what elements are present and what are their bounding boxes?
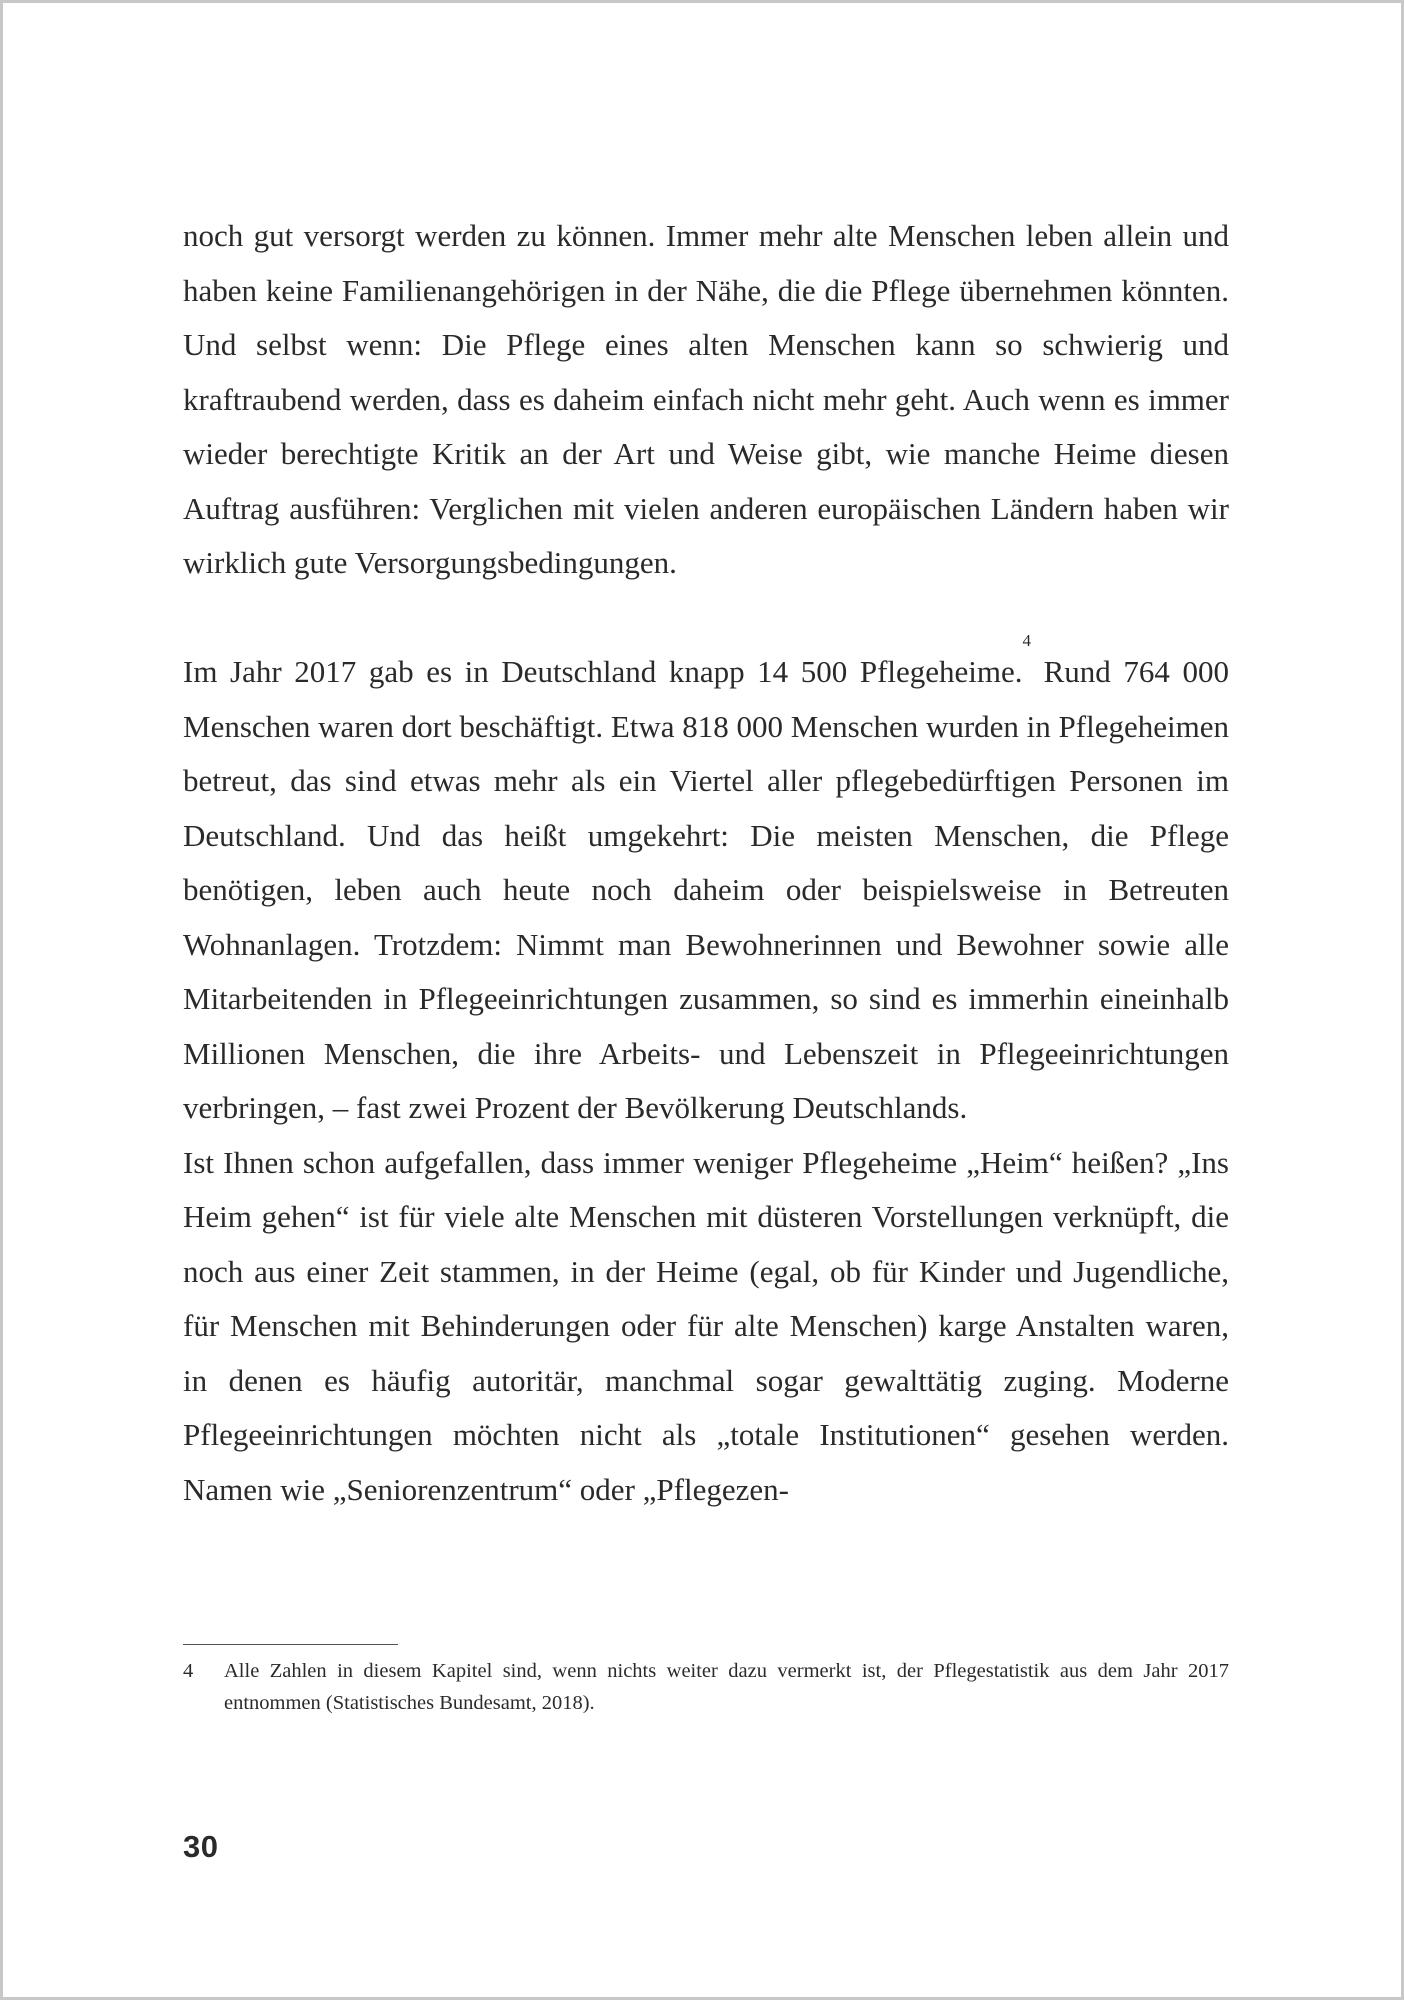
footnote-number: 4 <box>183 1660 194 1682</box>
book-page <box>3 3 1404 2003</box>
footnote-reference: 4 <box>1022 631 1032 650</box>
paragraph-3: Ist Ihnen schon aufgefallen, dass immer weniger Pflegeheime „Heim“ heißen? „Ins Heim gehen“ ist für viele alte Menschen mit düsteren Vorstellungen verknüpft, die noch aus einer Zeit stammen, in der Heime (egal, ob für Kinder und Jugendliche, für Menschen mit Behinderungen oder für alte Menschen) karge Anstalten waren, in denen es häufig autoritär, manchmal sogar gewalttätig zuging. Moderne Pflegeeinrichtungen möchten nicht als „totale Institutionen“ gesehen werden. Namen wie „Seniorenzentrum“ oder „Pflegezen- <box>183 1144 1229 1507</box>
footnote-divider <box>183 1644 398 1645</box>
paragraph-2 <box>183 631 1229 1136</box>
footnote <box>183 1655 1229 1719</box>
footnote-text: Alle Zahlen in diesem Kapitel sind, wenn nichts weiter dazu vermerkt ist, der Pflegestatistik aus dem Jahr 2017 entnommen (Statistisches Bundesamt, 2018). <box>224 1660 1229 1714</box>
body-text <box>183 209 1229 1517</box>
page-number: 30 <box>183 1829 219 1864</box>
paragraph-2-text-before-ref: Im Jahr 2017 gab es in Deutschland knapp 14 500 Pflegeheime. <box>183 654 1023 689</box>
paragraph-2-text-after-ref: Rund 764 000 Menschen waren dort beschäftigt. Etwa 818 000 Menschen wurden in Pflegeheimen betreut, das sind etwas mehr als ein Viertel aller pflegebedürftigen Personen im Deutschland. Und das heißt umgekehrt: Die meisten Menschen, die Pflege benötigen, leben auch heute noch daheim oder beispielsweise in Betreuten Wohnanlagen. Trotzdem: Nimmt man Bewohnerinnen und Bewohner sowie alle Mitarbeitenden in Pflegeeinrichtungen zusammen, so sind es immerhin eineinhalb Millionen Menschen, die ihre Arbeits- und Lebenszeit in Pflegeeinrichtungen verbringen, – fast zwei Prozent der Bevölkerung Deutschlands. <box>183 654 1229 1125</box>
paragraph-1: noch gut versorgt werden zu können. Immer mehr alte Menschen leben allein und haben keine Familienangehörigen in der Nähe, die die Pflege übernehmen könnten. Und selbst wenn: Die Pflege eines alten Menschen kann so schwierig und kraftraubend werden, dass es daheim einfach nicht mehr geht. Auch wenn es immer wieder berechtigte Kritik an der Art und Weise gibt, wie manche Heime diesen Auftrag ausführen: Verglichen mit vielen anderen europäischen Ländern haben wir wirklich gute Versorgungsbedingungen. <box>183 218 1229 580</box>
